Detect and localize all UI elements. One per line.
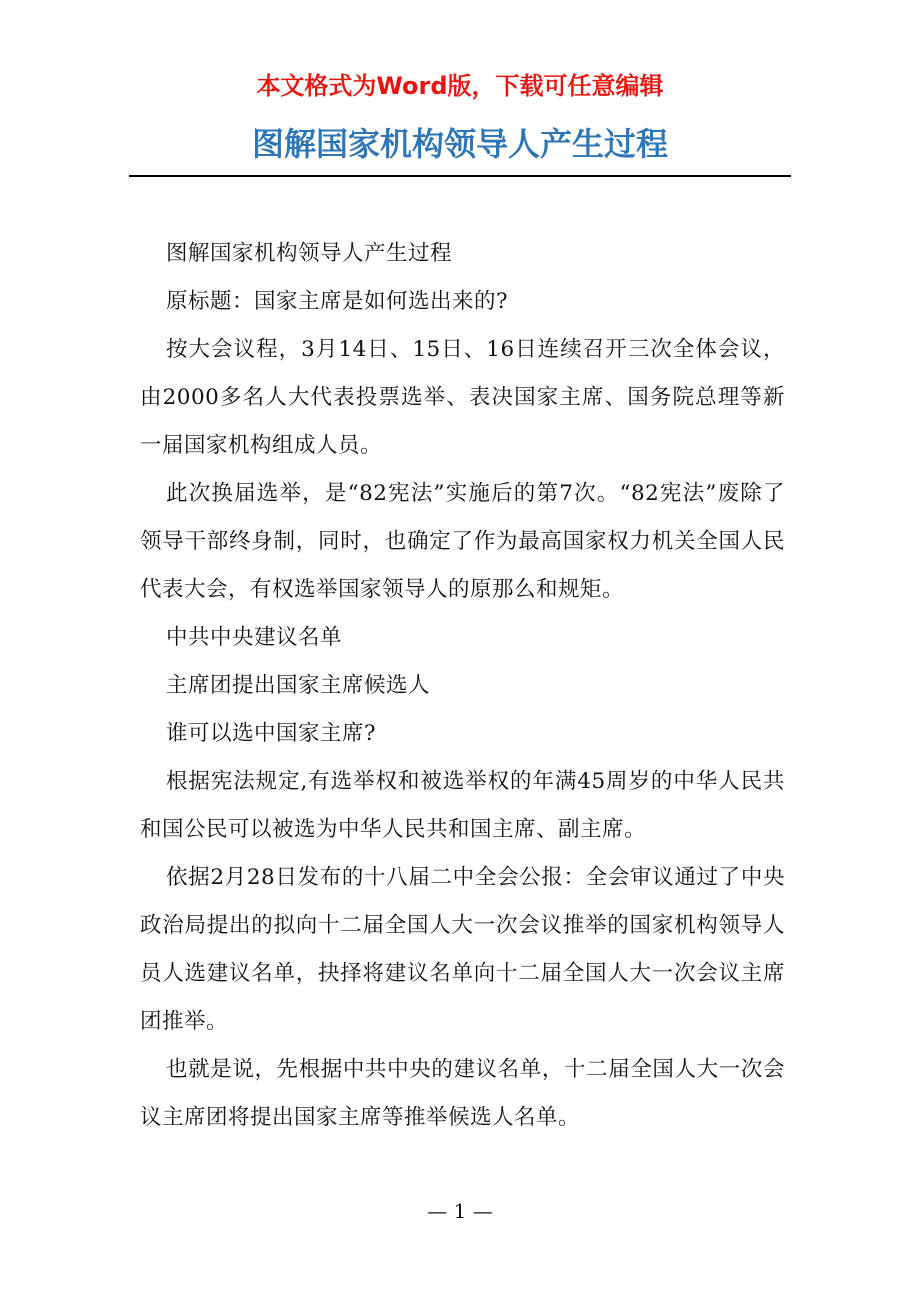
paragraph: 主席团提出国家主席候选人 — [166, 673, 431, 698]
document-title: 图解国家机构领导人产生过程 — [251, 125, 668, 163]
page-number: — 1 — — [427, 1199, 493, 1223]
paragraph: 中共中央建议名单 — [166, 625, 343, 650]
paragraph: 原标题：国家主席是如何选出来的? — [166, 289, 509, 314]
paragraph: 根据宪法规定,有选举权和被选举权的年满45周岁的中华人民共和国公民可以被选为中华人民共和国主席、副主席。 — [140, 769, 785, 842]
download-banner: 本文格式为Word版，下载可任意编辑 — [256, 72, 664, 100]
paragraph: 依据2月28日发布的十八届二中全会公报：全会审议通过了中央政治局提出的拟向十二届全国人大一次会议推举的国家机构领导人员人选建议名单，抉择将建议名单向十二届全国人大一次会议主席团推举。 — [140, 865, 785, 1034]
header-divider — [129, 175, 791, 177]
document-body — [140, 230, 785, 1142]
paragraph: 按大会议程，3月14日、15日、16日连续召开三次全体会议，由2000多名人大代表投票选举、表决国家主席、国务院总理等新一届国家机构组成人员。 — [140, 337, 785, 458]
paragraph: 此次换届选举，是“82宪法”实施后的第7次。“82宪法”废除了领导干部终身制，同时，也确定了作为最高国家权力机关全国人民代表大会，有权选举国家领导人的原那么和规矩。 — [140, 481, 785, 602]
paragraph: 也就是说，先根据中共中央的建议名单，十二届全国人大一次会议主席团将提出国家主席等推举候选人名单。 — [140, 1057, 785, 1130]
paragraph: 图解国家机构领导人产生过程 — [166, 241, 453, 266]
paragraph: 谁可以选中国家主席? — [166, 721, 377, 746]
